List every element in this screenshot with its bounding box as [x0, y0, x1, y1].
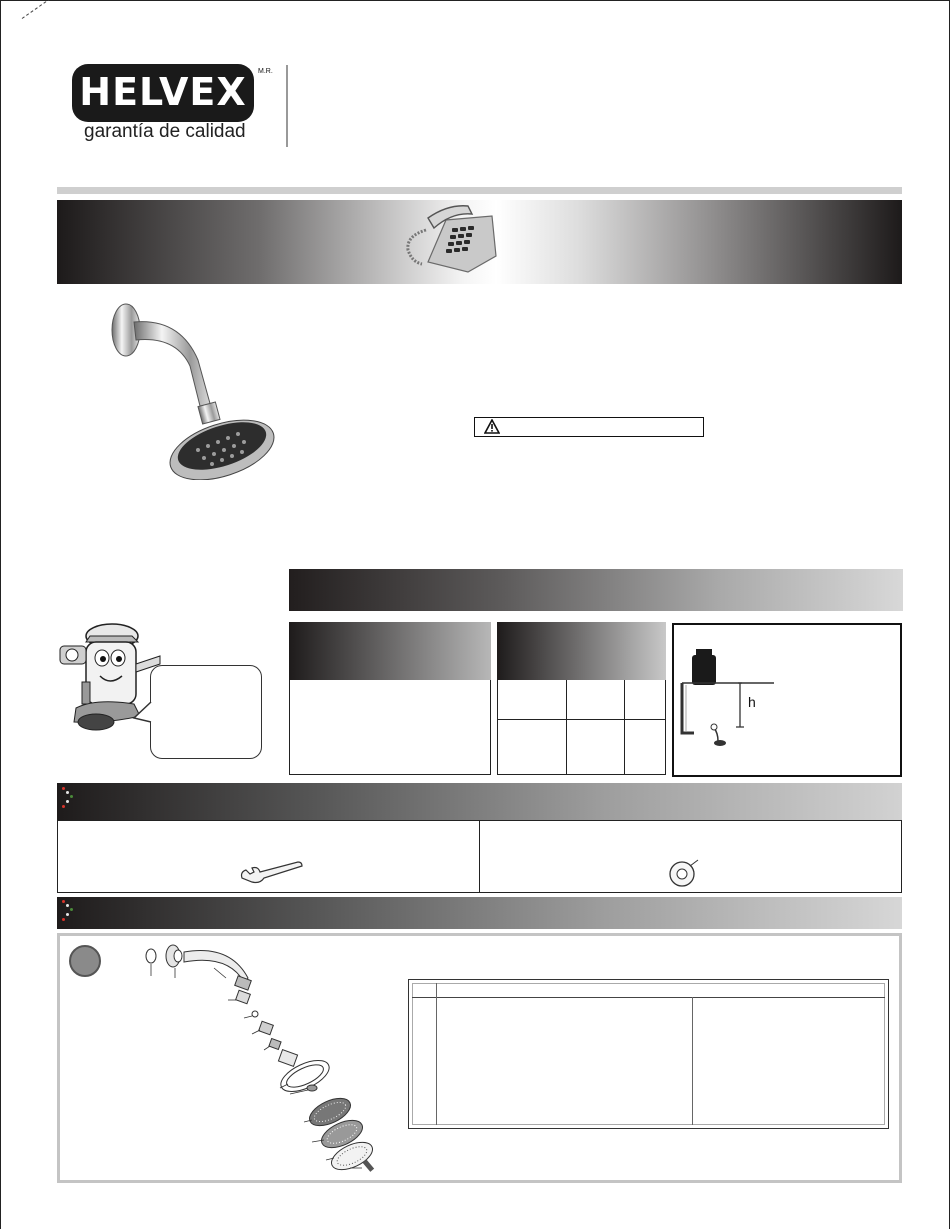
adjustable-wrench-icon [238, 858, 306, 886]
exploded-parts-diagram [140, 938, 390, 1178]
registered-mark: M.R. [258, 68, 273, 75]
parts-table-column-line [692, 997, 693, 1125]
requirements-header-a [289, 622, 491, 680]
requirements-cell-a [289, 680, 491, 775]
teflon-tape-icon [668, 858, 702, 888]
bullet-dots-icon [62, 900, 76, 926]
height-label: h [748, 694, 756, 710]
brand-name: HELVEX [79, 70, 247, 114]
speech-bubble [150, 665, 262, 759]
tank-figure [674, 625, 900, 775]
telephone-icon [398, 200, 500, 284]
brand-tagline: garantía de calidad [84, 121, 246, 142]
speech-bubble-tail [132, 700, 154, 724]
warning-triangle-icon [484, 419, 500, 434]
section-bar-tools [57, 783, 902, 820]
table-divider [624, 680, 625, 775]
warning-box [474, 417, 704, 437]
parts-table-column-line [436, 983, 437, 1125]
parts-table-header-line [412, 997, 885, 998]
requirements-header-b [497, 622, 666, 680]
table-divider [566, 680, 567, 775]
step-circle [69, 945, 101, 977]
section-bar-parts [57, 897, 902, 929]
tools-divider [479, 820, 480, 893]
requirements-cell-b [497, 680, 666, 775]
section-bar-requirements [289, 569, 903, 611]
top-rule [57, 187, 902, 194]
parts-table-inner [412, 983, 885, 1125]
bullet-dots-icon [62, 787, 76, 813]
table-divider [497, 719, 666, 720]
header-divider [286, 65, 288, 147]
shower-head-image [100, 300, 280, 480]
